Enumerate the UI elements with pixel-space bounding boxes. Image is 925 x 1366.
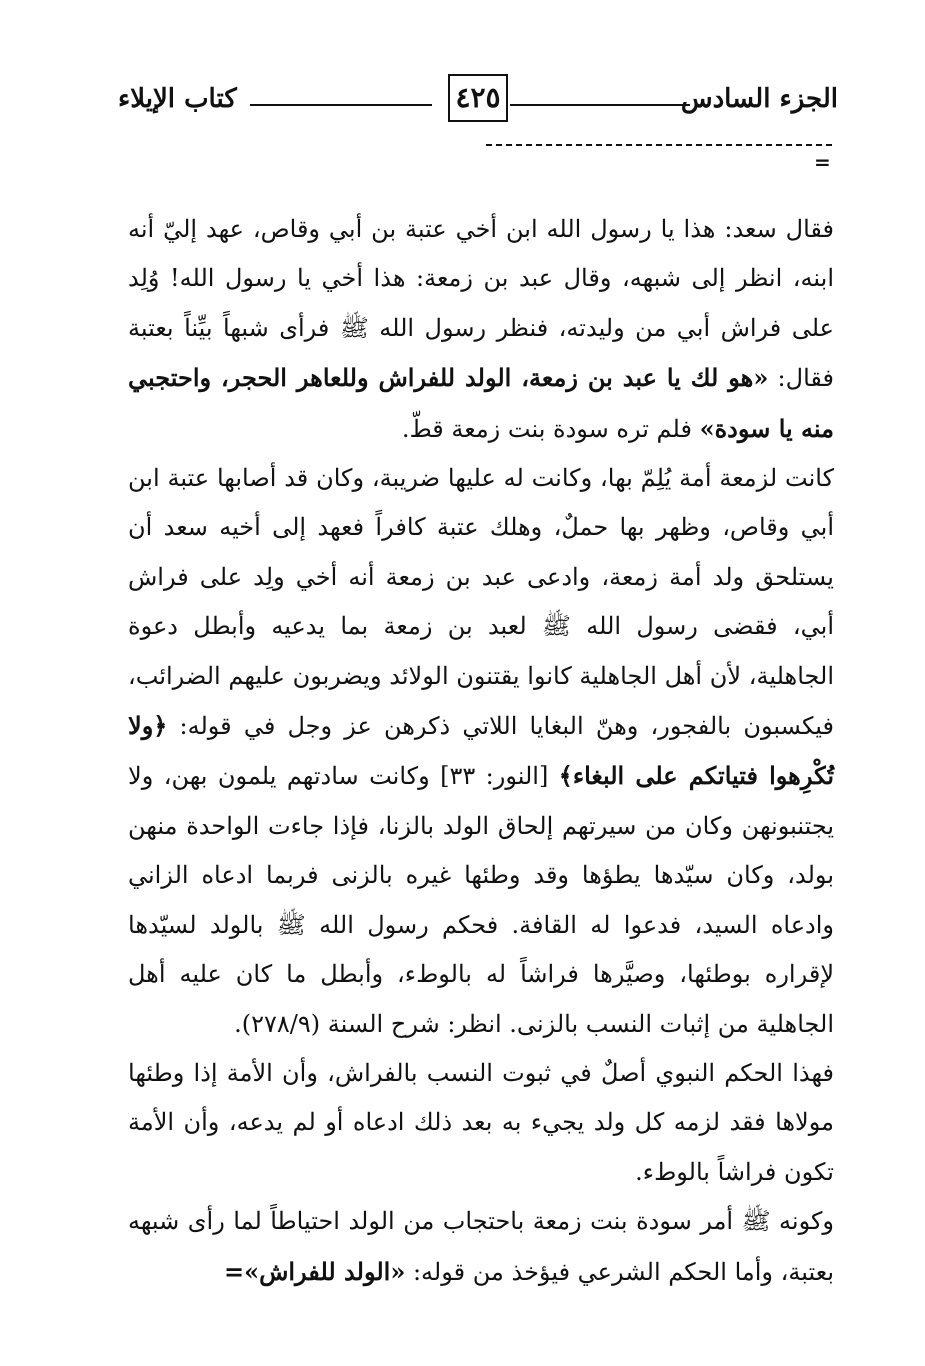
footnote-separator (486, 144, 832, 146)
hadith-quote: «هو لك يا عبد بن زمعة، الولد للفراش وللعاهر الحجر، واحتجبي منه يا سودة» (128, 363, 834, 443)
continuation-mark-top: = (814, 150, 831, 174)
continuation-mark-bottom: = (223, 1256, 245, 1286)
p1-outro: فلم تره سودة بنت زمعة قطّ. (401, 414, 700, 443)
p4-text: وكونه ﷺ أمر سودة بنت زمعة باحتجاب من الولد احتياطاً لما رأى شبهه بعتبة، وأما الحكم الشرعي فيؤخذ من قوله: (128, 1207, 834, 1286)
volume-label: الجزء السادس (680, 84, 838, 114)
p1-intro: فقال سعد: هذا يا رسول الله ابن أخي عتبة بن أبي وقاص، عهد إليّ أنه ابنه، انظر إلى شبهه، وقال عبد بن زمعة: هذا أخي يا رسول الله! وُلِد على فراش أبي من وليدته، فنظر رسول الله ﷺ فرأى شبهاً بيِّناً بعتبة فقال: (128, 215, 834, 393)
hadith-phrase: «الولد للفراش» (244, 1256, 406, 1286)
running-header (118, 70, 838, 130)
paragraph-4 (128, 1197, 834, 1297)
footnote-body (128, 205, 834, 1297)
header-rule-right (510, 104, 690, 106)
page-number-box: ٤٢٥ (448, 74, 508, 122)
paragraph-1 (128, 205, 834, 454)
header-rule-left (250, 104, 432, 106)
quran-verse: ﴿ولا تُكْرِهوا فتياتكم على البغاء﴾ (128, 711, 835, 791)
p2-after-verse: [النور: ٣٣] وكانت سادتهم يلمون بهن، ولا يجتنبونهن وكان من سيرتهم إلحاق الولد بالزنا، فإذا جاءت الواحدة منهن بولد، وكان سيّدها يطؤها وقد وطئها غيره بالزنى فربما ادعاه الزاني وادعاه السيد، فدعوا له القافة. فحكم رسول الله ﷺ بالولد لسيّدها لإقراره بوطئها، وصيَّرها فراشاً له بالوطء، وأبطل ما كان عليه أهل الجاهلية من إثبات النسب بالزنى. انظر: شرح السنة (٢٧٨/٩). (128, 762, 834, 1038)
p2-before-verse: كانت لزمعة أمة يُلِمّ بها، وكانت له عليها ضريبة، وكان قد أصابها عتبة ابن أبي وقاص، وظهر بها حملٌ، وهلك عتبة كافراً فعهد إلى أخيه سعد أن يستلحق ولد أمة زمعة، وادعى عبد بن زمعة أنه أخي ولِد على فراش أبي، فقضى رسول الله ﷺ لعبد بن زمعة بما يدعيه وأبطل دعوة الجاهلية، لأن أهل الجاهلية كانوا يقتنون الولائد ويضربون عليهم الضرائب، فيكسبون بالفجور، وهنّ البغايا اللاتي ذكرهن عز وجل في قوله: (128, 464, 834, 741)
paragraph-2 (128, 454, 834, 1049)
book-title: كتاب الإيلاء (118, 84, 237, 114)
paragraph-3: فهذا الحكم النبوي أصلٌ في ثبوت النسب بالفراش، وأن الأمة إذا وطئها مولاها فقد لزمه كل ولد يجيء به بعد ذلك ادعاه أو لم يدعه، وأن الأمة تكون فراشاً بالوطء. (128, 1058, 834, 1186)
